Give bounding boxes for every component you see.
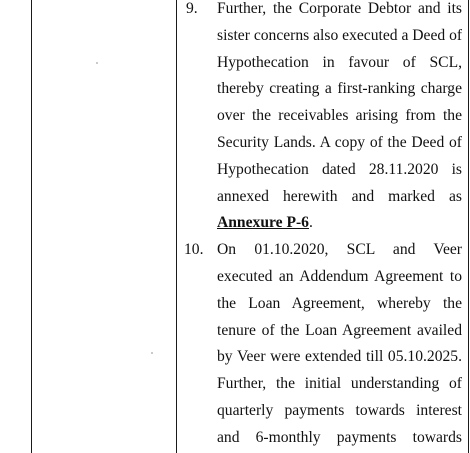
- text-line: quarterly payments towards interest: [217, 401, 462, 419]
- text-line: and 6-monthly payments towards: [217, 428, 462, 446]
- text-line: sister concerns also executed a Deed of: [217, 26, 462, 44]
- text-line: executed an Addendum Agreement to: [217, 267, 462, 285]
- paragraph-number: 10.: [184, 241, 204, 259]
- text-line: thereby creating a first-ranking charge: [217, 80, 462, 98]
- text-line: On 01.10.2020, SCL and Veer: [217, 241, 462, 259]
- table-border-right: [468, 0, 469, 453]
- numbered-paragraph-list: [186, 0, 462, 452]
- text-line: over the receivables arising from the: [217, 107, 462, 125]
- paragraph-10: [186, 237, 462, 451]
- text-line: tenure of the Loan Agreement availed: [217, 321, 462, 339]
- table-column-divider: [176, 0, 177, 453]
- text-line: Hypothecation dated 28.11.2020 is: [217, 160, 462, 178]
- text-line: Hypothecation in favour of SCL,: [217, 53, 462, 71]
- annexure-line: [217, 210, 462, 237]
- text-line: annexed herewith and marked as: [217, 187, 462, 205]
- text-line: Further, the initial understanding of: [217, 375, 462, 393]
- paragraph-number: 9.: [186, 0, 198, 17]
- text-line: by Veer were extended till 05.10.2025.: [217, 348, 462, 366]
- text-line: the Loan Agreement, whereby the: [217, 294, 462, 312]
- annexure-reference: Annexure P-6: [217, 214, 309, 232]
- table-border-left: [31, 0, 32, 453]
- scan-speck: [151, 352, 153, 354]
- text-line: Security Lands. A copy of the Deed of: [217, 133, 462, 151]
- scan-speck: [96, 62, 98, 64]
- paragraph-9: [186, 0, 462, 237]
- text-line: Further, the Corporate Debtor and its: [217, 0, 462, 17]
- annexure-suffix: .: [308, 214, 313, 232]
